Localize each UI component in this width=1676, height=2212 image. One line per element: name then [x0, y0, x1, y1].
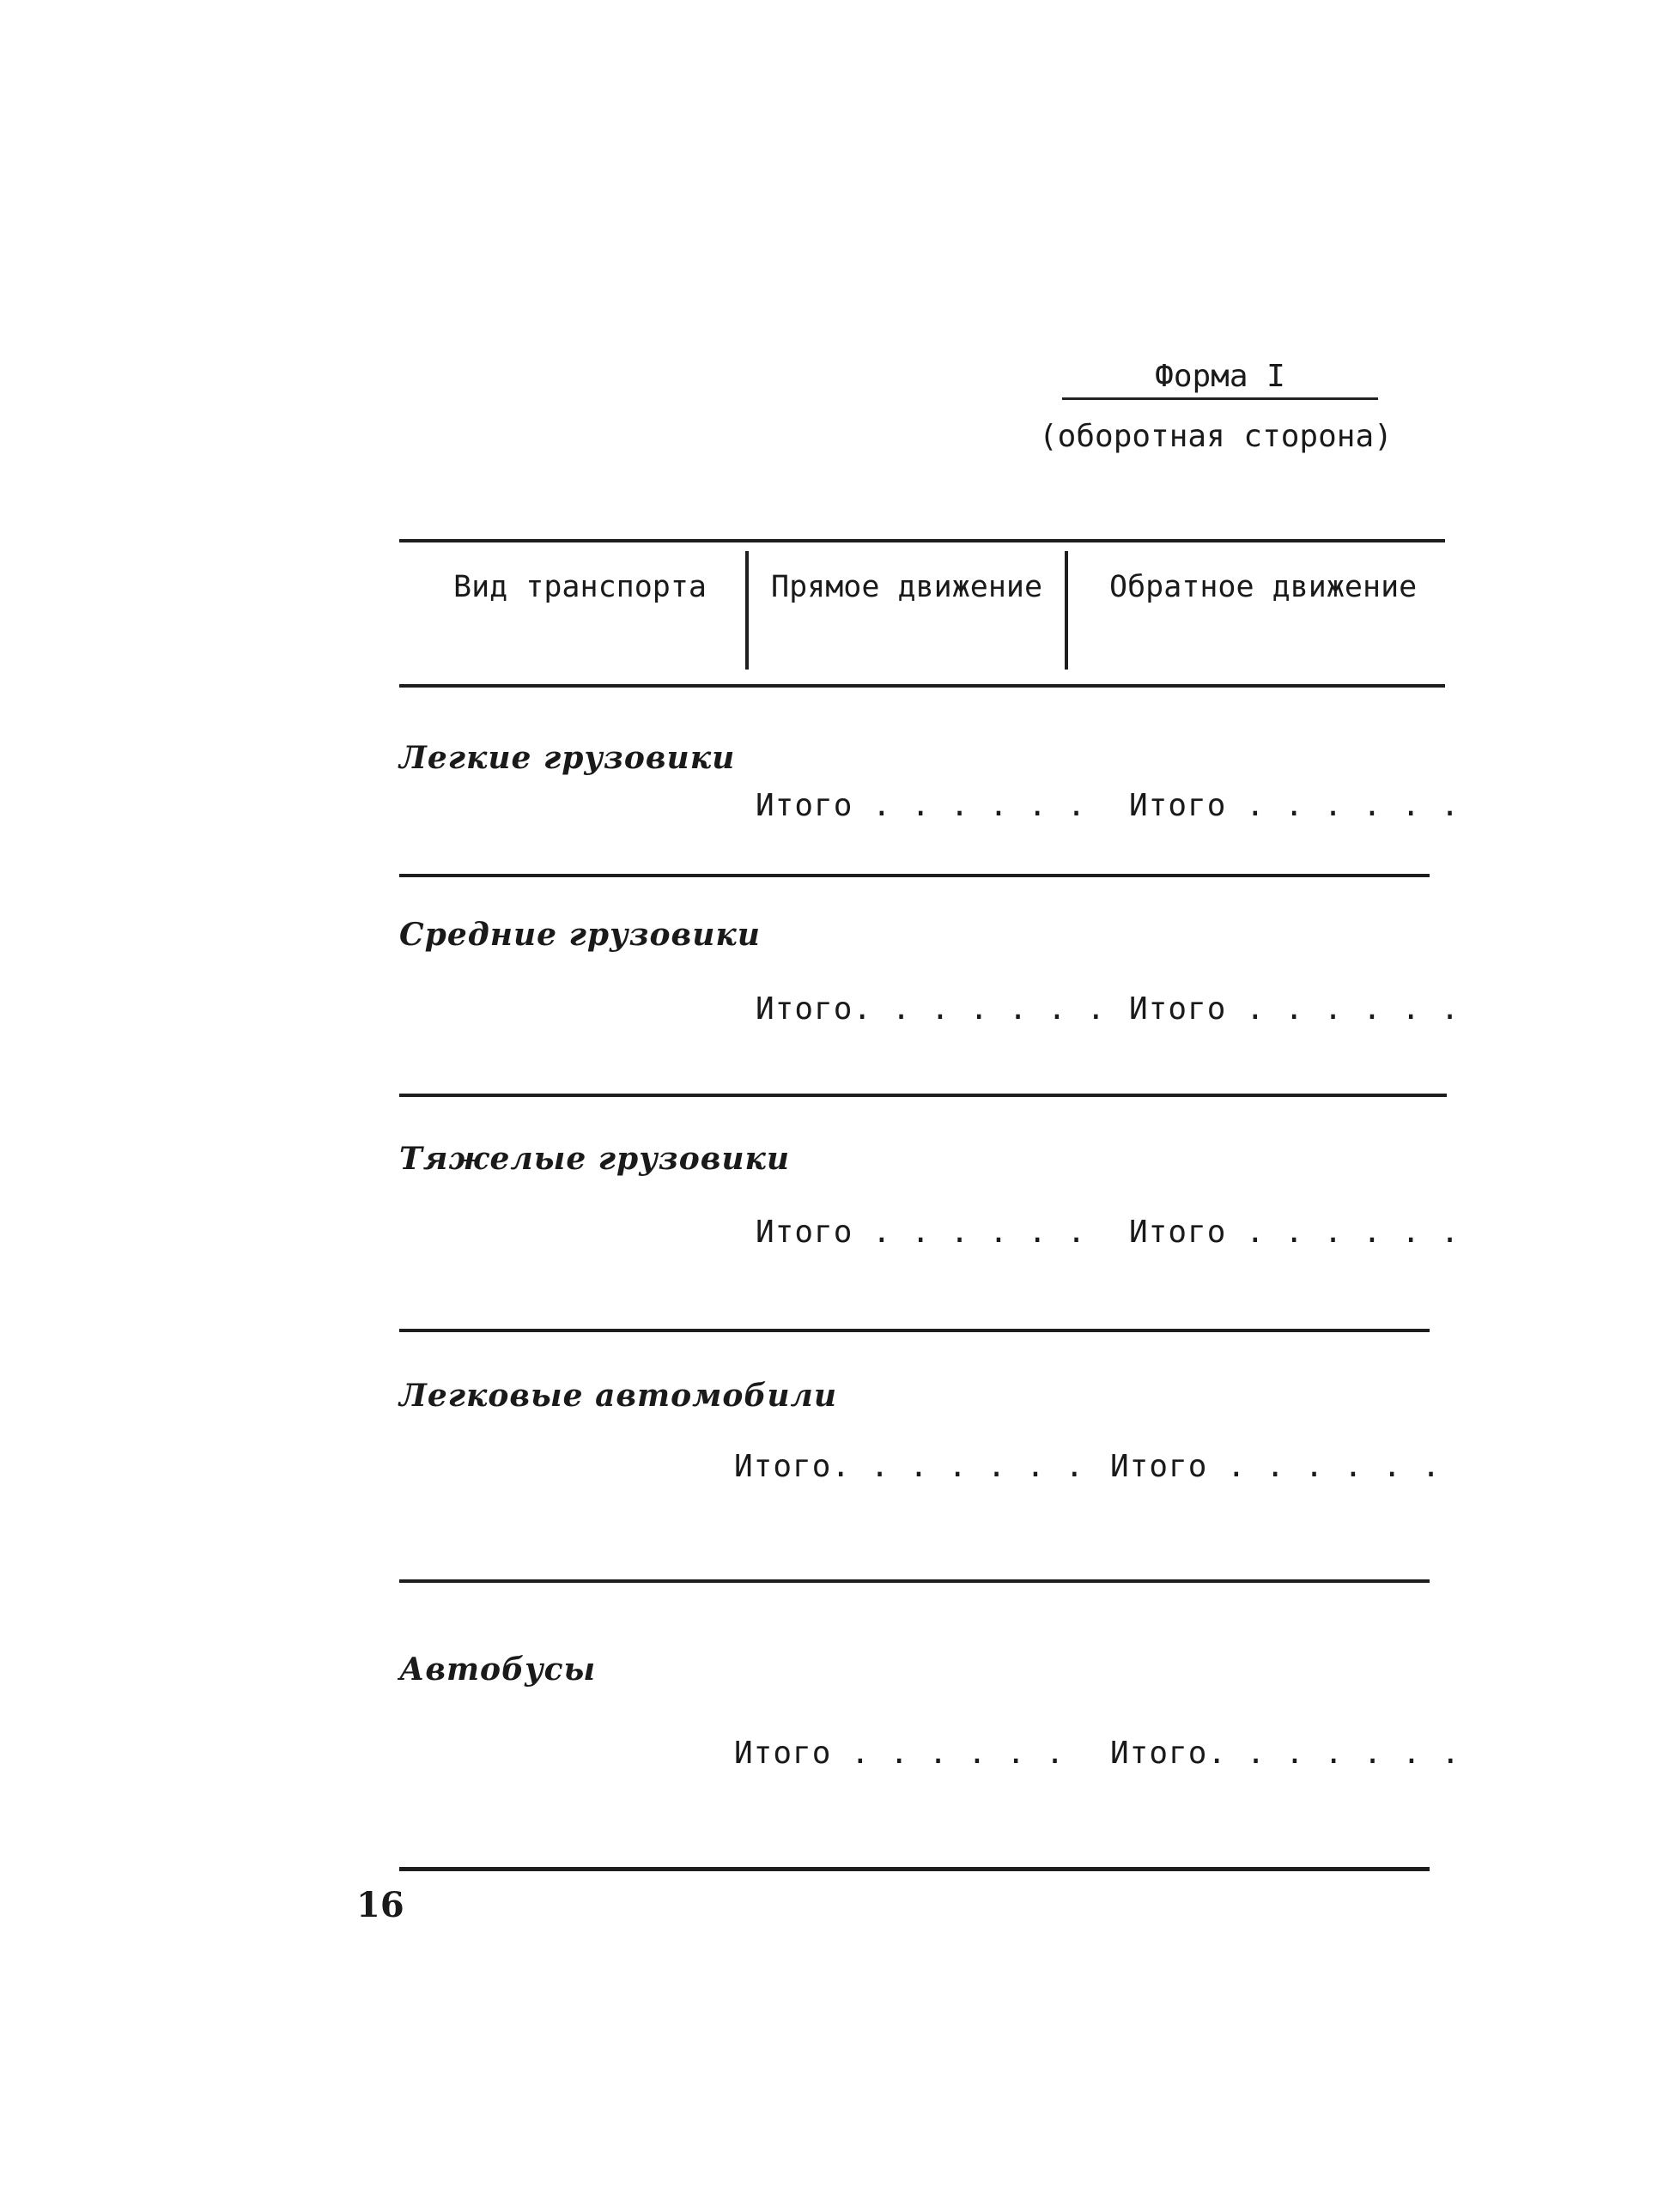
row-rule — [399, 1329, 1430, 1332]
table-bottom-rule — [399, 1867, 1430, 1871]
forward-total: Итого . . . . . . — [734, 1736, 1066, 1771]
reverse-total: Итого. . . . . . . — [1110, 1736, 1461, 1771]
reverse-total: Итого . . . . . . — [1129, 991, 1460, 1027]
row-label-light-trucks: Легкие грузовики — [399, 740, 736, 776]
row-rule — [399, 874, 1430, 877]
header-reverse: Обратное движение — [1109, 570, 1418, 604]
row-rule — [399, 1094, 1447, 1097]
row-label-heavy-trucks: Тяжелые грузовики — [399, 1141, 791, 1177]
header-divider-2 — [1065, 551, 1068, 670]
row-label-medium-trucks: Средние грузовики — [399, 917, 761, 953]
form-subtitle: (оборотная сторона) — [1039, 419, 1393, 454]
reverse-total: Итого . . . . . . — [1110, 1449, 1442, 1484]
row-rule — [399, 1579, 1430, 1583]
form-title: Форма I — [1062, 359, 1378, 400]
header-divider-1 — [745, 551, 749, 670]
table-top-rule — [399, 539, 1445, 542]
header-forward: Прямое движение — [771, 570, 1043, 604]
forward-total: Итого . . . . . . — [756, 788, 1087, 823]
page-number: 16 — [356, 1885, 404, 1925]
reverse-total: Итого . . . . . . — [1129, 788, 1460, 823]
forward-total: Итого . . . . . . — [756, 1215, 1087, 1250]
row-label-passenger-cars: Легковые автомобили — [399, 1378, 838, 1414]
row-label-buses: Автобусы — [399, 1651, 597, 1688]
header-bottom-rule — [399, 684, 1445, 688]
forward-total: Итого. . . . . . . — [756, 991, 1107, 1027]
reverse-total: Итого . . . . . . — [1129, 1215, 1460, 1250]
forward-total: Итого. . . . . . . — [734, 1449, 1085, 1484]
header-transport-type: Вид транспорта — [453, 570, 707, 604]
